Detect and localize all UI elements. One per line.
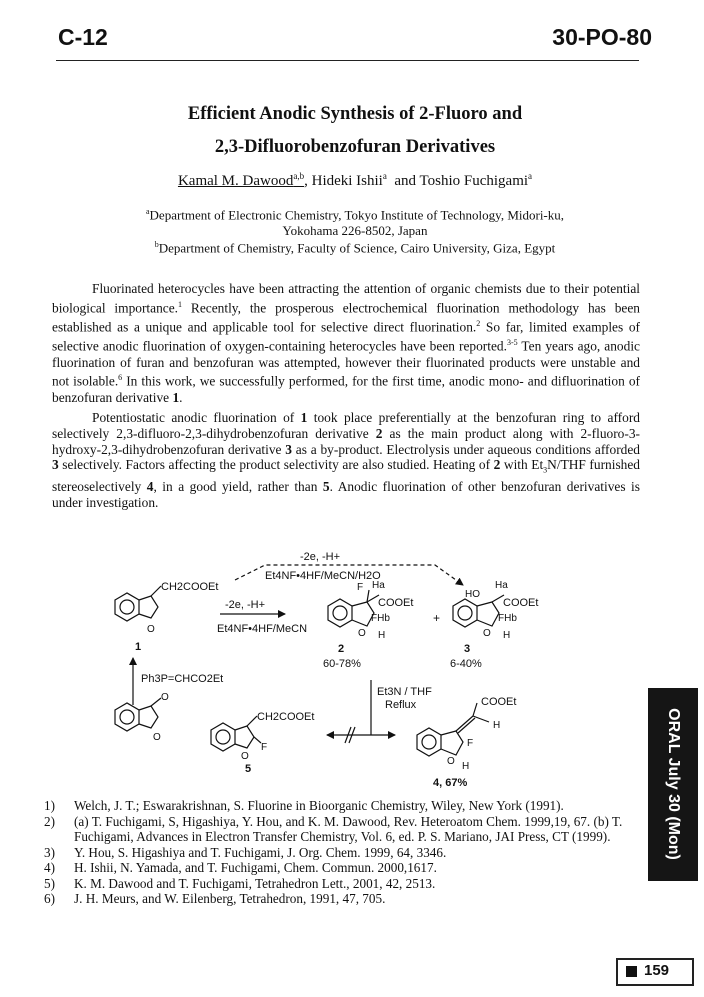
paragraph-introduction: Fluorinated heterocycles have been attracting the attention of organic chemists due to their potential biological importance.$^1$ Recently, the prosperous electrochemical fluorination methodology has been established as a unique and applicable tool for selective direct fluorination.$^2$ So far, limited examples of selective anodic fluorination of oxygen-containing heterocycles have been reported.$^{3-5}$ Ten years ago, anodic fluorination of furan and benzofuran was attempted, however their fluorinated products were unstable and not isolable.$^6$ In this work, we successfully performed, for the first time, anodic mono- and difluorination of benzofuran derivative 1. [52, 281, 640, 405]
reference-item [44, 876, 634, 892]
session-code: C-12 [58, 24, 108, 50]
reference-text: (a) T. Fuchigami, S, Higashiya, Y. Hou, and K. M. Dawood, Rev. Heteroatom Chem. 1999,19, 67. (b) T. Fuchigami, Advances in Electron Transfer Chemistry, Vol. 6, ed. P. S. Mariano, JAI Press, CT (1999). [74, 813, 623, 844]
reference-item [44, 845, 634, 861]
compound-4-ester: COOEt [481, 696, 517, 708]
page-number-box [616, 958, 694, 986]
title-line-1: Efficient Anodic Synthesis of 2-Fluoro and [187, 104, 523, 124]
reference-text: K. M. Dawood and T. Fuchigami, Tetrahedron Lett., 2001, 42, 2513. [74, 875, 436, 891]
compound-5-oxygen: O [241, 751, 249, 762]
author-ishii: Hideki Ishii$^a$ [311, 171, 387, 189]
reference-item [44, 891, 634, 907]
compound-5-substituent: CH2COOEt [257, 711, 315, 723]
reference-text: Y. Hou, S. Higashiya and T. Fuchigami, J. Org. Chem. 1999, 64, 3346. [74, 844, 447, 860]
compound-4-h-vinyl: H [493, 720, 501, 731]
reference-item [44, 798, 634, 814]
page-square-icon [626, 966, 637, 977]
poster-code: 30-PO-80 [552, 24, 652, 50]
main-arrow-conditions-bottom: Et4NF•4HF/MeCN [217, 623, 308, 635]
elimination-conditions-bottom: Reflux [385, 699, 417, 711]
affiliation-a-city: Yokohama 226-8502, Japan [282, 223, 428, 238]
affiliation-a: $^a$Department of Electronic Chemistry, Tokyo Institute of Technology, Midori-ku, [145, 207, 565, 223]
compound-5-fluorine: F [261, 742, 268, 753]
compound-3-oxygen: O [483, 628, 491, 639]
ketone-oxygen: O [161, 692, 169, 703]
compound-3-h: H [503, 630, 511, 641]
references-list [44, 798, 634, 907]
elimination-conditions-top: Et3N / THF [377, 686, 432, 698]
compound-3-label: 3 [464, 643, 471, 655]
compound-2-fhb: FHb [371, 613, 390, 624]
author-dawood: Kamal M. Dawood$^{a,b}$ [177, 171, 305, 189]
compound-4-structure [417, 703, 489, 756]
session-side-tab: ORAL July 30 (Mon) [648, 688, 698, 881]
reference-number: 2) [44, 813, 55, 829]
compound-3-ester: COOEt [503, 597, 539, 609]
main-arrow-conditions-top: -2e, -H+ [225, 599, 266, 611]
compound-1-substituent: CH2COOEt [161, 581, 219, 593]
compound-2-ha: Ha [372, 580, 385, 591]
reference-number: 6) [44, 891, 55, 906]
reference-number: 5) [44, 875, 55, 891]
authors: Kamal M. Dawood$^{a,b}$, Hideki Ishii$^a$ and Toshio Fuchigami$^a$ [177, 171, 533, 189]
paragraph-results: Potentiostatic anodic fluorination of 1 took place preferentially at the benzofuran ring to afford selectively 2,3-difluoro-2,3-dihydrobenzofuran derivative 2 as the main product along with 2-fluoro-3-hydroxy-2,3-dihydrobenzofuran derivative 3 as a by-product. Electrolysis under aqueous conditions afforded 3 selectively. Factors affecting the product selectivity are also studied. Heating of 2 with $Et_3N$/THF furnished stereoselectively 4, in a good yield, rather than 5. Anodic fluorination of other benzofuran derivatives is under investigation. [52, 410, 641, 510]
affiliation-b: $^b$Department of Chemistry, Faculty of Science, Cairo University, Giza, Egypt [154, 240, 556, 256]
compound-2-h: H [378, 630, 386, 641]
compound-5-structure [211, 716, 261, 751]
compound-4-h: H [462, 761, 470, 772]
compound-1-oxygen: O [147, 624, 155, 635]
reference-text: J. H. Meurs, and W. Eilenberg, Tetrahedron, 1991, 47, 705. [74, 891, 386, 906]
plus-sign: + [433, 611, 441, 625]
benzofuranone-structure [115, 698, 161, 731]
compound-1-label: 1 [135, 641, 142, 653]
compound-5-label: 5 [245, 763, 252, 775]
reference-number: 1) [44, 798, 55, 813]
reference-text: H. Ishii, N. Yamada, and T. Fuchigami, Chem. Commun. 2000,1617. [74, 860, 437, 875]
author-fuchigami: Toshio Fuchigami$^a$ [419, 171, 533, 189]
compound-2-label: 2 [338, 643, 345, 655]
reference-item [44, 860, 634, 876]
reference-item [44, 814, 634, 845]
compound-3-fhb: FHb [498, 613, 517, 624]
wittig-reagent: Ph3P=CHCO2Et [141, 673, 224, 685]
compound-4-label: 4, 67% [433, 777, 468, 789]
compound-3-yield: 6-40% [450, 658, 482, 670]
compound-2-ester: COOEt [378, 597, 414, 609]
top-arrow-conditions-bottom: Et4NF•4HF/MeCN/H2O [265, 570, 381, 582]
compound-2-oxygen: O [358, 628, 366, 639]
reference-number: 3) [44, 844, 55, 860]
page-number: 159 [644, 962, 670, 979]
compound-2-fluorine: F [357, 582, 364, 593]
compound-3-hydroxyl: HO [465, 589, 480, 600]
compound-2-yield: 60-78% [323, 658, 361, 670]
ketone-ring-oxygen: O [153, 732, 161, 743]
top-arrow-conditions-top: -2e, -H+ [300, 551, 341, 563]
reaction-scheme [95, 540, 615, 800]
title-line-2: 2,3-Difluorobenzofuran Derivatives [214, 137, 496, 157]
compound-3-ha: Ha [495, 580, 508, 591]
compound-4-oxygen: O [447, 756, 455, 767]
compound-4-fluorine: F [467, 738, 474, 749]
header-rule [56, 60, 639, 61]
compound-1-structure [115, 586, 161, 621]
reference-number: 4) [44, 860, 55, 875]
reference-text: Welch, J. T.; Eswarakrishnan, S. Fluorine in Bioorganic Chemistry, Wiley, New York (1991). [74, 798, 564, 813]
